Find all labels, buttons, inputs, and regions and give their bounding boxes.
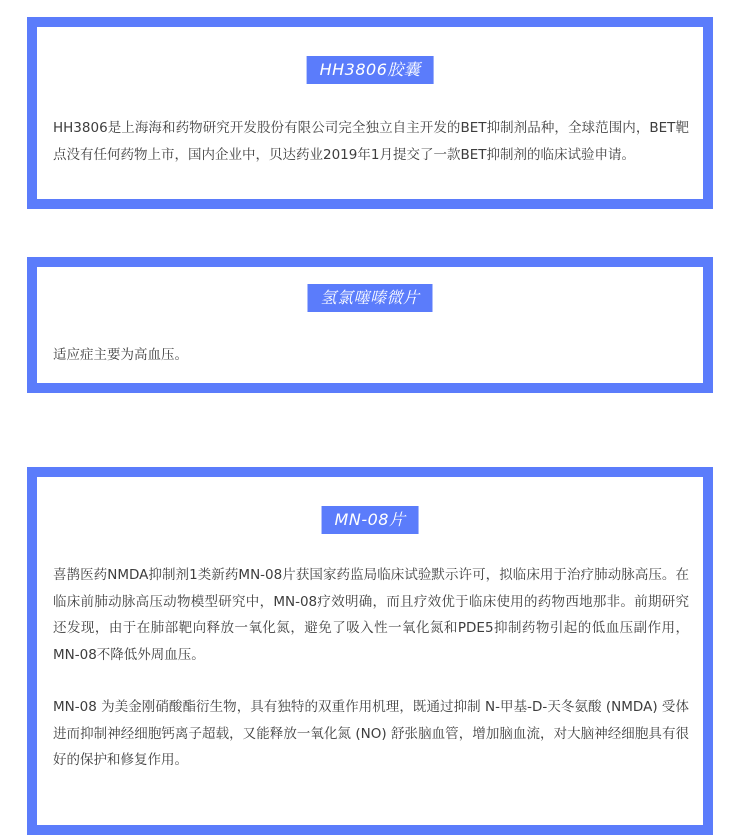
card-body — [53, 115, 689, 168]
card-hh3806 — [27, 17, 713, 209]
card-paragraph: 适应症主要为高血压。 — [53, 347, 188, 363]
card-paragraph: 喜鹊医药NMDA抑制剂1类新药MN-08片获国家药监局临床试验默示许可，拟临床用于治疗肺动脉高压。在临床前肺动脉高压动物模型研究中，MN-08疗效明确，而且疗效优于临床使用的药物西地那非。前期研究还发现，由于在肺部靶向释放一氧化氮，避免了吸入性一氧化氮和PDE5抑制药物引起的低血压副作用，MN-08不降低外周血压。 — [53, 567, 689, 663]
card-title: MN-08片 — [322, 506, 419, 534]
card-body — [53, 342, 689, 369]
card-body — [53, 562, 689, 774]
card-paragraph: HH3806是上海海和药物研究开发股份有限公司完全独立自主开发的BET抑制剂品种，全球范围内，BET靶点没有任何药物上市，国内企业中，贝达药业2019年1月提交了一款BET抑制剂的临床试验申请。 — [53, 120, 689, 163]
card-paragraph: MN-08 为美金刚硝酸酯衍生物，具有独特的双重作用机理，既通过抑制 N-甲基-D-天冬氨酸 (NMDA) 受体进而抑制神经细胞钙离子超载，又能释放一氧化氮 (NO) 舒张脑血管，增加脑血流，对大脑神经细胞具有很好的保护和修复作用。 — [53, 699, 689, 768]
card-hydrochlorothiazide — [27, 257, 713, 393]
card-title: 氢氯噻嗪微片 — [307, 284, 432, 312]
card-mn08 — [27, 467, 713, 835]
card-title: HH3806胶囊 — [307, 56, 434, 84]
